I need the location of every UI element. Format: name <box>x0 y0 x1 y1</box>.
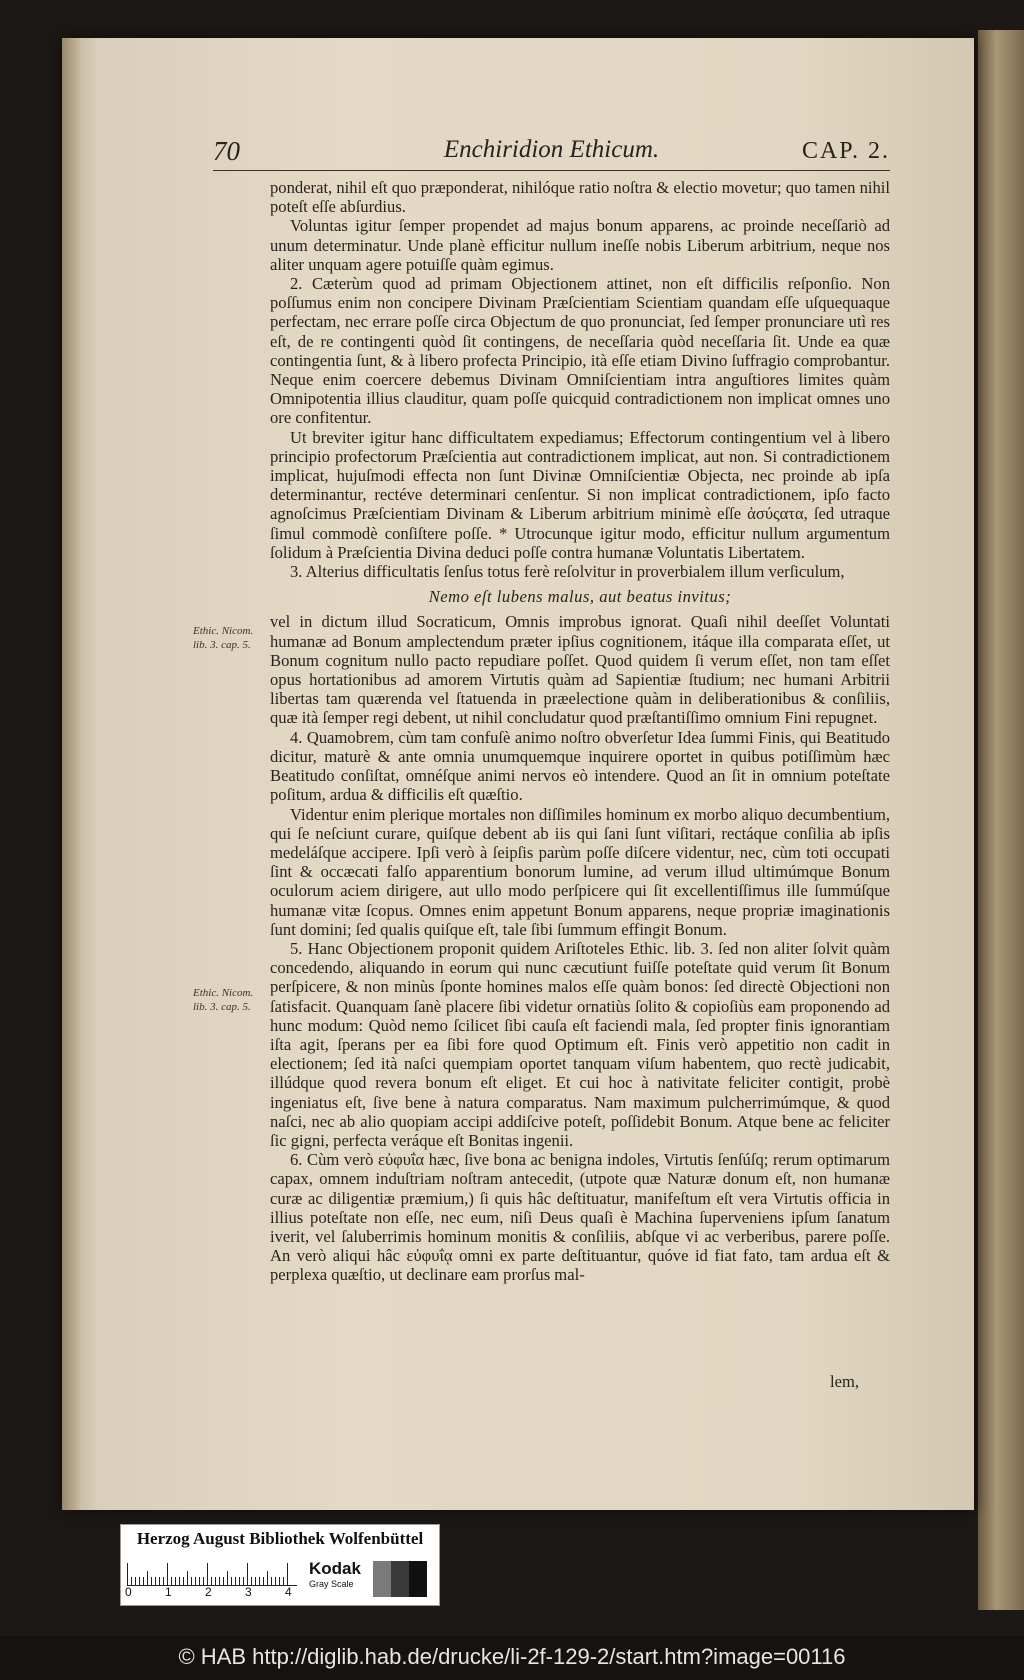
verse-quotation: Nemo eſt lubens malus, aut beatus invitus; <box>428 587 732 607</box>
copyright-credit: © HAB http://diglib.hab.de/drucke/li-2f-129-2/start.htm?image=00116 <box>178 1644 846 1669</box>
paragraph: 5. Hanc Objectionem proponit quidem Ariſtoteles Ethic. lib. 3. ſed non aliter ſolvit quàm concedendo, aliquando in eorum qui nunc cæcutiunt fuiſſe poteſtate quid verum ſit Bonum perſpicere, & non minùs ſponte homines malos eſſe quàm bonos: ſed directè Objectioni non ſatisfacit. Quanquam ſanè placere ſibi videtur ornatiùs ſolito & copioſiùs eam proponendo ad hunc modum: Quòd nemo ſcilicet ſibi cauſa eſt faciendi mala, ſed propter finis ignorantiam iſta agit, ſperans per ea ſibi fore quod Optimum eſt. Finis verò appetitio non cadit in electionem; ſed ità naſci quempiam oportet tanquam viſum habentem, quo rectè judicabit, illúdque quod revera bonum eſt eliget. Et cui hoc à nativitate feliciter contigit, probè ingeniatus eſt, ſive bene à natura comparatus. Nam maximum pulcherrimúmque, & quod naſci, nec ab alio quopiam accipi addiſcive poteſt, poſſidebit Bonum. Atque bene ac feliciter ſic gigni, perfecta veráque eſt Bonitas ingenii. <box>270 938 890 1150</box>
page-fore-edge <box>62 38 80 1510</box>
ruler-tick <box>167 1563 168 1585</box>
gray-swatch <box>391 1561 409 1597</box>
ruler-tick <box>139 1577 140 1585</box>
margin-note-line: Ethic. Nicom. <box>193 987 254 999</box>
ruler-number: 0 <box>125 1585 132 1599</box>
book-spine <box>978 30 1024 1610</box>
ruler-tick <box>159 1577 160 1585</box>
ruler-tick <box>163 1577 164 1585</box>
ruler-tick <box>243 1577 244 1585</box>
ruler-number: 2 <box>205 1585 212 1599</box>
ruler-tick <box>179 1577 180 1585</box>
ruler-tick <box>187 1571 188 1585</box>
ruler-tick <box>223 1577 224 1585</box>
paragraph: vel in dictum illud Socraticum, Omnis improbus ignorat. Quaſi nihil deeſſet Voluntati humanæ ad Bonum amplectendum præter ipſius cognitionem, itáque illa comparata eſſet, ut Bonum cognitum nullo pacto repudiare poſſet. Quod quidem ſi verum eſſet, non tam eſſet opus hortationibus ad amorem Virtutis quàm ad Sapientiæ ſtudium; nec humani Arbitrii libertas tam quærenda vel ſtatuenda in præelectione quàm in deliberationibus & conſiliis, quæ ità ſemper regi debent, ut nihil concludatur quod præſtantiſſimo omnium Fini repugnet. <box>270 612 890 728</box>
ruler-tick <box>275 1577 276 1585</box>
paragraph: Videntur enim plerique mortales non diſſimiles hominum ex morbo aliquo decumbentium, qui ſe neſciunt curare, quiſque debent ab iis qui ſani ſunt viſitari, rectáque conſilia ab ipſis medeláſque accipere. Ipſi verò à ſeipſis parùm poſſe diſcere videntur, nec, cùm toti occupati ſint & occæcati falſo apparentium bonorum lumine, ad verum illud ultimúmque Bonum oculorum aciem dirigere, aut ullo modo perſpicere qui ſit excellentiſſimus ille ſummúſque humanæ vitæ ſcopus. Omnes enim appetunt Bonum apparens, neque propriæ imaginationis ſunt domini; ſed qualis quiſque eſt, tale ſibi ſummum effingit Bonum. <box>270 804 890 939</box>
running-head <box>213 134 890 171</box>
ruler-tick <box>255 1577 256 1585</box>
gray-swatch <box>409 1561 427 1597</box>
paragraph: 3. Alterius difficultatis ſenſus totus ferè reſolvitur in proverbialem illum verſiculum, <box>290 562 845 582</box>
body-text <box>270 178 890 1285</box>
ruler-tick <box>195 1577 196 1585</box>
ruler-tick <box>203 1577 204 1585</box>
kodak-gray-scale <box>305 1559 433 1599</box>
paragraph: 4. Quamobrem, cùm tam confuſè animo noſtro obverſetur Idea ſummi Finis, qui Beatitudo dicitur, maturè & ante omnia unumquemque inquirere oportet in quibus potiſſimùm hæc Beatitudo conſiſtat, omnéſque animi nervos eò intendere. Quod an ſit in omnium poteſtate poſitum, ardua & difficilis eſt quæſtio. <box>270 727 890 805</box>
ruler-tick <box>175 1577 176 1585</box>
margin-note <box>193 986 265 1014</box>
paragraph: 2. Cæterùm quod ad primam Objectionem attinet, non eſt difficilis reſponſio. Non poſſumus enim non concipere Divinam Præſcientiam Scientiam quandam eſſe uſquequaque perfectam, nec errare poſſe circa Objectum de quo pronunciat, ſed ſemper pronunciare utì res eſt, de re contingenti quòd ſit contingens, de neceſſaria quòd neceſſaria ſit. Unde ea quæ contingentia ſunt, & à libero profecta Principio, ità eſſe etiam Divino ſuffragio comprobantur. Neque enim coercere debemus Divinam Omniſcientiam intra anguſtiores limites quàm Omnipotentia illius clauditur, quam poſſe quicquid contradictionem non implicat omnes uno ore confitentur. <box>270 274 890 428</box>
ruler-tick <box>135 1577 136 1585</box>
ruler-number: 1 <box>165 1585 172 1599</box>
ruler-tick <box>231 1577 232 1585</box>
ruler-tick <box>127 1563 128 1585</box>
ruler-tick <box>263 1577 264 1585</box>
library-name: Herzog August Bibliothek Wolfenbüttel <box>136 1529 424 1548</box>
ruler-tick <box>207 1563 208 1585</box>
ruler-number: 4 <box>285 1585 292 1599</box>
paragraph: Voluntas igitur ſemper propendet ad majus bonum apparens, ac proinde neceſſariò ad unum determinatur. Unde planè efficitur nullum ineſſe nobis Liberum arbitrium, neque nos aliter unquam agere potuiſſe quàm egimus. <box>270 216 890 274</box>
catchword: lem, <box>830 1372 860 1391</box>
ruler-tick <box>131 1577 132 1585</box>
gray-scale-label: Gray Scale <box>309 1579 354 1589</box>
ruler-tick <box>211 1577 212 1585</box>
paragraph: Ut breviter igitur hanc difficultatem expediamus; Effectorum contingentium vel à libero principio profectorum Præſcientia aut contradictionem implicat, aut non. Si contradictionem implicat, hujuſmodi effecta non ſunt Divinæ Omniſcientiæ Objecta, nec proinde ab ipſa determinantur, rectéve determinari cenſentur. Si non implicat contradictionem, ipſo facto agnoſcimus Præſcientiam Divinam & Liberum arbitrium minimè eſſe ἀσύςατα, ſed utraque ſimul commodè conſiſtere poſſe. * Utrocunque igitur modo, efficitur nullum argumentum ſolidum à Præſcientia Divina deduci poſſe contra humanæ Voluntatis Libertatem. <box>270 427 890 562</box>
running-title: Enchiridion Ethicum. <box>443 136 660 163</box>
margin-note <box>193 624 265 652</box>
margin-note-line: lib. 3. cap. 5. <box>193 639 251 651</box>
paragraph: 6. Cùm verò εὐφυΐα hæc, ſive bona ac benigna indoles, Virtutis ſenſúſq; rerum optimarum capax, omnem induſtriam noſtram antecedit, (utpote quæ Naturæ donum eſt, non humanæ curæ ac diligentiæ præmium,) ſi quis hâc deſtituatur, manifeſtum eſt vera Virtutis officia in illius poteſtate non eſſe, nec eum, niſi Deus quaſi è Machina ſuperveniens ipſum ſanatum iverit, vel ſaluberrimis hominum monitis & conſiliis, abſque vi ac verberibus, parere poſſe. An verò aliqui hâc εὐφυΐᾳ omni ex parte deſtituantur, quóve id fiat fato, tam ardua eſt & perplexa quæſtio, ut declinare eam prorſus mal- <box>270 1150 890 1285</box>
ruler-tick <box>251 1577 252 1585</box>
chapter-heading: CAP. 2. <box>801 138 890 164</box>
color-scale-card <box>120 1524 440 1606</box>
ruler-tick <box>239 1577 240 1585</box>
margin-note-line: lib. 3. cap. 5. <box>193 1001 251 1013</box>
footer-bar <box>0 1636 1024 1680</box>
ruler-tick <box>283 1577 284 1585</box>
ruler-tick <box>155 1577 156 1585</box>
ruler-numbers <box>125 1585 305 1601</box>
paragraph: ponderat, nihil eſt quo præponderat, nihilóque ratio noſtra & electio movetur; quo tamen nihil poteſt eſſe abſurdius. <box>270 178 890 217</box>
ruler-tick <box>259 1577 260 1585</box>
ruler-tick <box>267 1571 268 1585</box>
ruler-tick <box>191 1577 192 1585</box>
page-number: 70 <box>213 136 240 166</box>
ruler-tick <box>279 1577 280 1585</box>
ruler-tick <box>287 1563 288 1585</box>
ruler-scale <box>127 1559 297 1586</box>
ruler-tick <box>247 1563 248 1585</box>
ruler-tick <box>219 1577 220 1585</box>
gray-swatch <box>373 1561 391 1597</box>
ruler-tick <box>215 1577 216 1585</box>
ruler-tick <box>171 1577 172 1585</box>
kodak-logo: Kodak <box>309 1559 361 1578</box>
ruler-tick <box>147 1571 148 1585</box>
ruler-tick <box>199 1577 200 1585</box>
ruler-tick <box>227 1571 228 1585</box>
ruler-tick <box>235 1577 236 1585</box>
ruler-tick <box>183 1577 184 1585</box>
margin-note-line: Ethic. Nicom. <box>193 625 254 637</box>
ruler-tick <box>271 1577 272 1585</box>
ruler-tick <box>151 1577 152 1585</box>
ruler-tick <box>143 1577 144 1585</box>
ruler-number: 3 <box>245 1585 252 1599</box>
